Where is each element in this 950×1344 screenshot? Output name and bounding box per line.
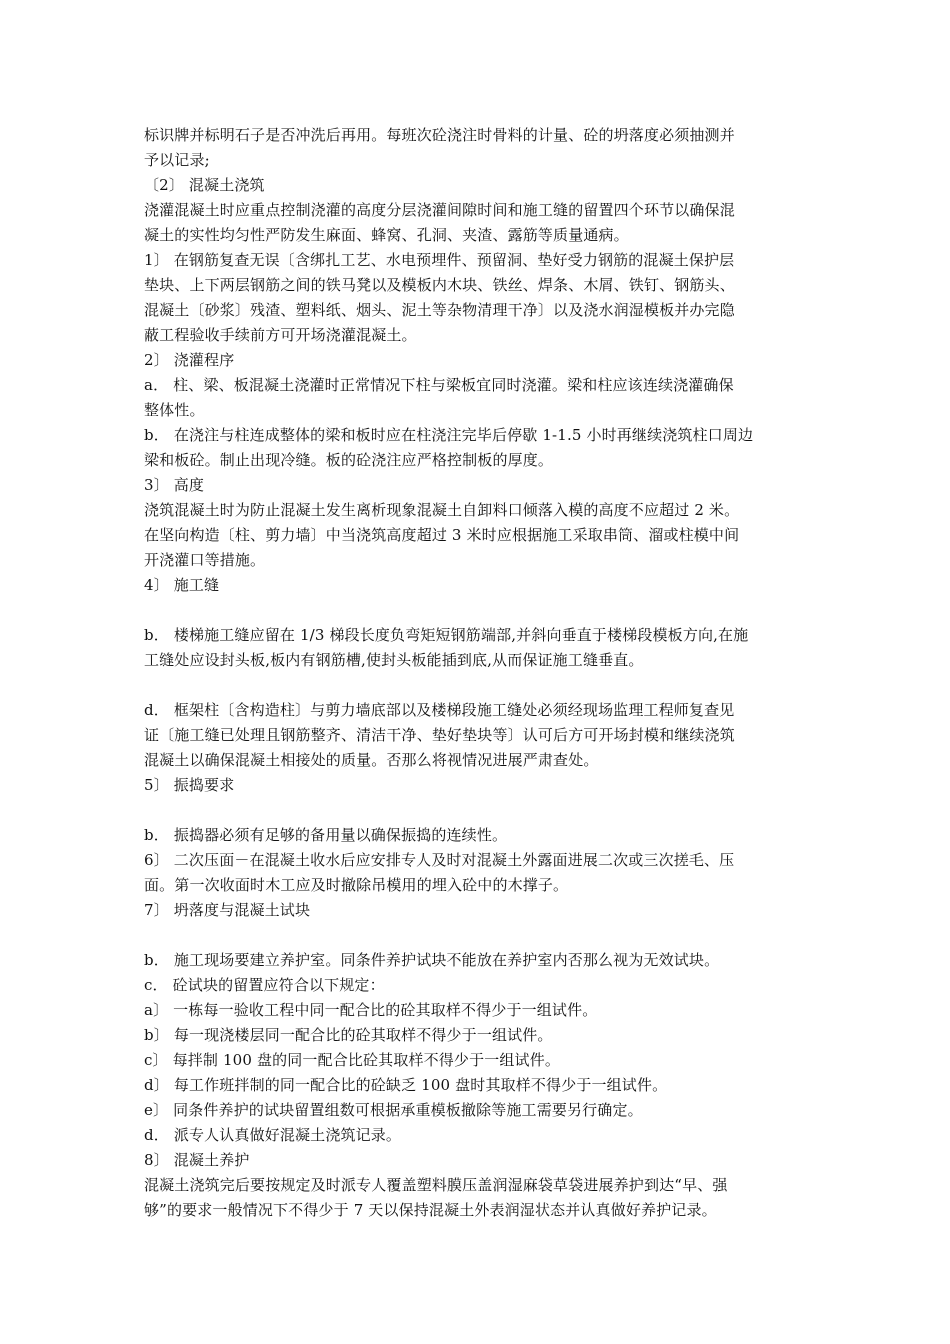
paragraph (144, 1048, 812, 1073)
paragraph (144, 598, 812, 623)
text-line: a〕 一栋每一验收工程中同一配合比的砼其取样不得少于一组试件。 (144, 1001, 598, 1019)
text-line: 混凝土浇筑完后要按规定及时派专人覆盖塑料膜压盖润湿麻袋草袋进展养护到达“早、强 (144, 1176, 728, 1194)
text-line: 蔽工程验收手续前方可开场浇灌混凝土。 (144, 326, 417, 344)
paragraph (144, 948, 812, 973)
text-line: 浇筑混凝土时为防止混凝土发生离析现象混凝土自卸料口倾落入模的高度不应超过 2 米。 (144, 501, 740, 519)
paragraph (144, 423, 812, 473)
text-line: b． 楼梯施工缝应留在 1/3 梯段长度负弯矩短钢筋端部,并斜向垂直于楼梯段模板方向,在施 (144, 626, 749, 644)
paragraph (144, 348, 812, 373)
text-line: c〕 每拌制 100 盘的同一配合比砼其取样不得少于一组试件。 (144, 1051, 560, 1069)
paragraph (144, 923, 812, 948)
paragraph (144, 498, 812, 573)
blank-line (144, 798, 812, 823)
text-line: 凝土的实性均匀性严防发生麻面、蜂窝、孔洞、夹渣、露筋等质量通病。 (144, 226, 629, 244)
paragraph (144, 1148, 812, 1173)
text-line: b〕 每一现浇楼层同一配合比的砼其取样不得少于一组试件。 (144, 1026, 553, 1044)
text-line: 标识牌并标明石子是否冲洗后再用。每班次砼浇注时骨料的计量、砼的坍落度必须抽测并 (144, 126, 735, 144)
paragraph (144, 1073, 812, 1098)
text-line: b． 振捣器必须有足够的备用量以确保振捣的连续性。 (144, 826, 508, 844)
paragraph (144, 773, 812, 798)
paragraph (144, 1173, 812, 1223)
text-line: 面。第一次收面时木工应及时撤除吊模用的埋入砼中的木撑子。 (144, 876, 569, 894)
text-line: 垫块、上下两层钢筋之间的铁马凳以及模板内木块、铁丝、焊条、木屑、铁钉、钢筋头、 (144, 276, 735, 294)
text-line: 证〔施工缝已处理且钢筋整齐、清洁干净、垫好垫块等〕认可后方可开场封模和继续浇筑 (144, 726, 735, 744)
paragraph (144, 1098, 812, 1123)
blank-line (144, 673, 812, 698)
paragraph (144, 173, 812, 198)
text-line: 2〕 浇灌程序 (144, 351, 235, 369)
text-line: a． 柱、梁、板混凝土浇灌时正常情况下柱与梁板宜同时浇灌。梁和柱应该连续浇灌确保 (144, 376, 734, 394)
paragraph (144, 848, 812, 898)
text-line: d〕 每工作班拌制的同一配合比的砼缺乏 100 盘时其取样不得少于一组试件。 (144, 1076, 668, 1094)
paragraph (144, 673, 812, 698)
text-line: 梁和板砼。制止出现冷缝。板的砼浇注应严格控制板的厚度。 (144, 451, 554, 469)
paragraph (144, 898, 812, 923)
text-line: 4〕 施工缝 (144, 576, 220, 594)
paragraph (144, 198, 812, 248)
paragraph (144, 573, 812, 598)
text-line: 工缝处应设封头板,板内有钢筋槽,使封头板能插到底,从而保证施工缝垂直。 (144, 651, 644, 669)
text-line: 整体性。 (144, 401, 205, 419)
paragraph (144, 698, 812, 773)
text-line: 混凝土以确保混凝土相接处的质量。否那么将视情况进展严肃查处。 (144, 751, 599, 769)
text-line: 在坚向构造〔柱、剪力墙〕中当浇筑高度超过 3 米时应根据施工采取串筒、溜或柱模中间 (144, 526, 740, 544)
paragraph (144, 823, 812, 848)
text-line: b． 在浇注与柱连成整体的梁和板时应在柱浇注完毕后停歇 1-1.5 小时再继续浇筑柱口周边 (144, 426, 754, 444)
paragraph (144, 123, 812, 173)
document-page (144, 123, 812, 1223)
text-line: 开浇灌口等措施。 (144, 551, 266, 569)
text-line: 予以记录; (144, 151, 210, 169)
text-line: 1〕 在钢筋复查无误〔含绑扎工艺、水电预埋件、预留洞、垫好受力钢筋的混凝土保护层 (144, 251, 735, 269)
text-line: d． 派专人认真做好混凝土浇筑记录。 (144, 1126, 402, 1144)
paragraph (144, 973, 812, 998)
paragraph (144, 473, 812, 498)
text-line: e〕 同条件养护的试块留置组数可根据承重模板撤除等施工需要另行确定。 (144, 1101, 643, 1119)
text-line: d． 框架柱〔含构造柱〕与剪力墙底部以及楼梯段施工缝处必须经现场监理工程师复查见 (144, 701, 735, 719)
text-line: 浇灌混凝土时应重点控制浇灌的高度分层浇灌间隙时间和施工缝的留置四个环节以确保混 (144, 201, 735, 219)
text-line: 3〕 高度 (144, 476, 205, 494)
text-line: 混凝土〔砂浆〕残渣、塑料纸、烟头、泥土等杂物清理干净〕以及浇水润湿模板并办完隐 (144, 301, 735, 319)
text-line: 5〕 振捣要求 (144, 776, 235, 794)
paragraph (144, 623, 812, 673)
paragraph (144, 1123, 812, 1148)
text-line: 〔2〕 混凝土浇筑 (144, 176, 265, 194)
paragraph (144, 248, 812, 348)
text-line: 8〕 混凝土养护 (144, 1151, 250, 1169)
blank-line (144, 598, 812, 623)
text-line: 6〕 二次压面－在混凝土收水后应安排专人及时对混凝土外露面进展二次或三次搓毛、压 (144, 851, 735, 869)
paragraph (144, 798, 812, 823)
paragraph (144, 373, 812, 423)
text-line: 够”的要求一般情况下不得少于 7 天以保持混凝土外表润湿状态并认真做好养护记录。 (144, 1201, 717, 1219)
blank-line (144, 923, 812, 948)
paragraph (144, 1023, 812, 1048)
paragraph (144, 998, 812, 1023)
text-line: c． 砼试块的留置应符合以下规定： (144, 976, 385, 994)
text-line: 7〕 坍落度与混凝土试块 (144, 901, 311, 919)
text-line: b． 施工现场要建立养护室。同条件养护试块不能放在养护室内否那么视为无效试块。 (144, 951, 720, 969)
